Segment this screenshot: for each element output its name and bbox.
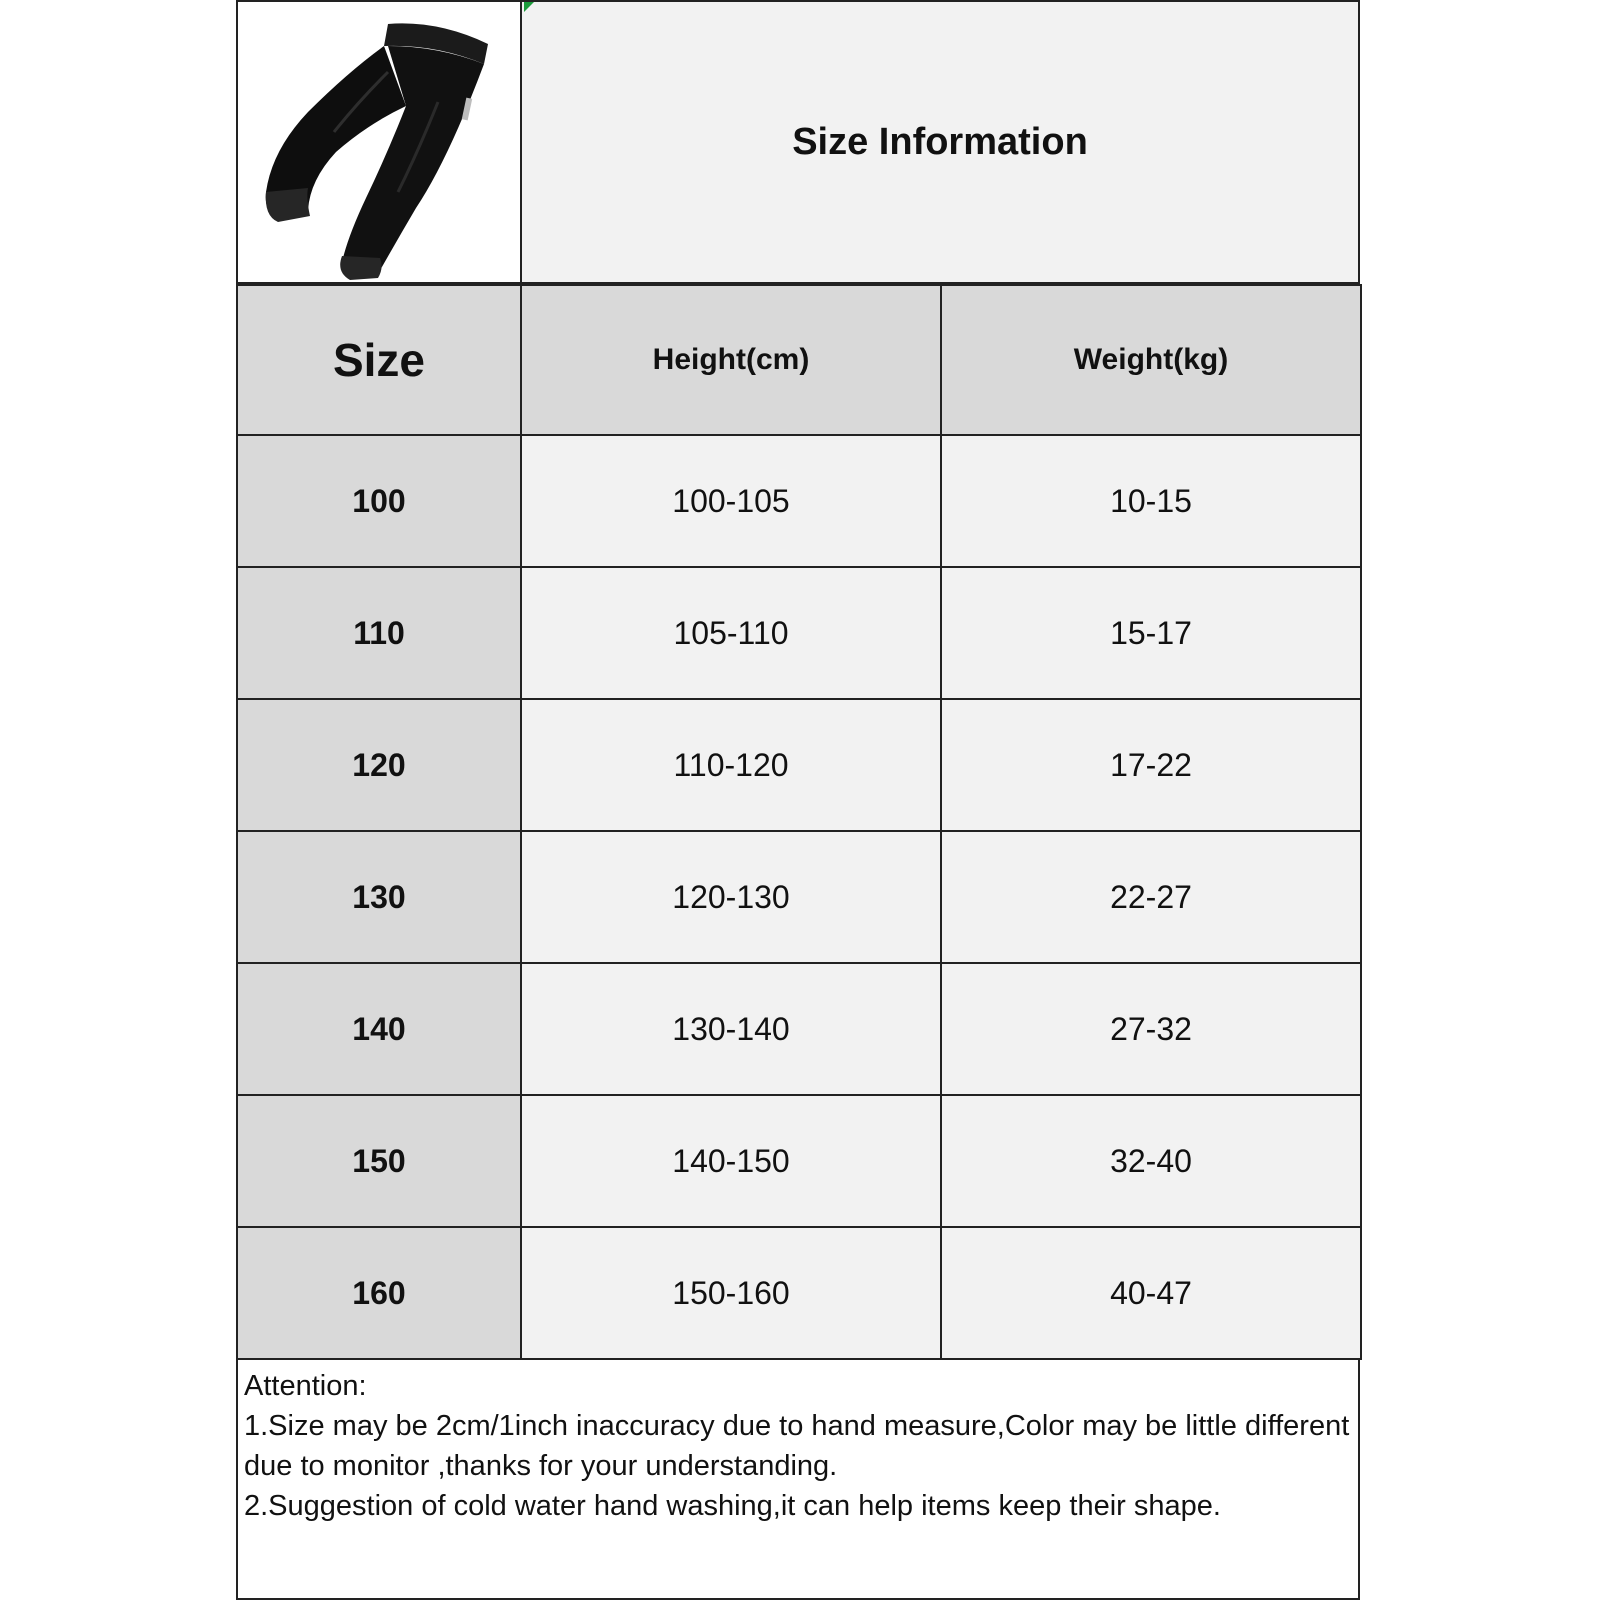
weight-cell: 40-47 xyxy=(941,1227,1361,1359)
height-cell: 130-140 xyxy=(521,963,941,1095)
table-header-row xyxy=(237,285,1361,435)
height-cell: 120-130 xyxy=(521,831,941,963)
weight-cell: 17-22 xyxy=(941,699,1361,831)
size-cell: 100 xyxy=(237,435,521,567)
table-row xyxy=(237,1227,1361,1359)
size-cell: 150 xyxy=(237,1095,521,1227)
height-cell: 150-160 xyxy=(521,1227,941,1359)
jogger-pants-icon xyxy=(238,2,518,282)
table-row xyxy=(237,699,1361,831)
table-row xyxy=(237,567,1361,699)
size-cell: 160 xyxy=(237,1227,521,1359)
size-cell: 120 xyxy=(237,699,521,831)
size-chart xyxy=(236,0,1360,1600)
column-header-height: Height(cm) xyxy=(521,285,941,435)
column-header-size: Size xyxy=(237,285,521,435)
height-cell: 110-120 xyxy=(521,699,941,831)
weight-cell: 10-15 xyxy=(941,435,1361,567)
chart-header xyxy=(236,0,1360,284)
weight-cell: 32-40 xyxy=(941,1095,1361,1227)
size-table xyxy=(236,284,1362,1360)
product-image xyxy=(238,2,522,282)
note-line-1: 1.Size may be 2cm/1inch inaccuracy due to hand measure,Color may be little different due to monitor ,thanks for your understanding. xyxy=(244,1410,1350,1482)
table-row xyxy=(237,435,1361,567)
weight-cell: 27-32 xyxy=(941,963,1361,1095)
page-title: Size Information xyxy=(792,120,1088,163)
note-line-2: 2.Suggestion of cold water hand washing,it can help items keep their shape. xyxy=(244,1490,1221,1522)
table-row xyxy=(237,831,1361,963)
size-cell: 110 xyxy=(237,567,521,699)
height-cell: 100-105 xyxy=(521,435,941,567)
weight-cell: 22-27 xyxy=(941,831,1361,963)
size-cell: 140 xyxy=(237,963,521,1095)
table-row xyxy=(237,1095,1361,1227)
table-row xyxy=(237,963,1361,1095)
size-cell: 130 xyxy=(237,831,521,963)
height-cell: 105-110 xyxy=(521,567,941,699)
column-header-weight: Weight(kg) xyxy=(941,285,1361,435)
notes-heading: Attention: xyxy=(244,1370,367,1402)
weight-cell: 15-17 xyxy=(941,567,1361,699)
height-cell: 140-150 xyxy=(521,1095,941,1227)
attention-notes xyxy=(236,1360,1360,1600)
